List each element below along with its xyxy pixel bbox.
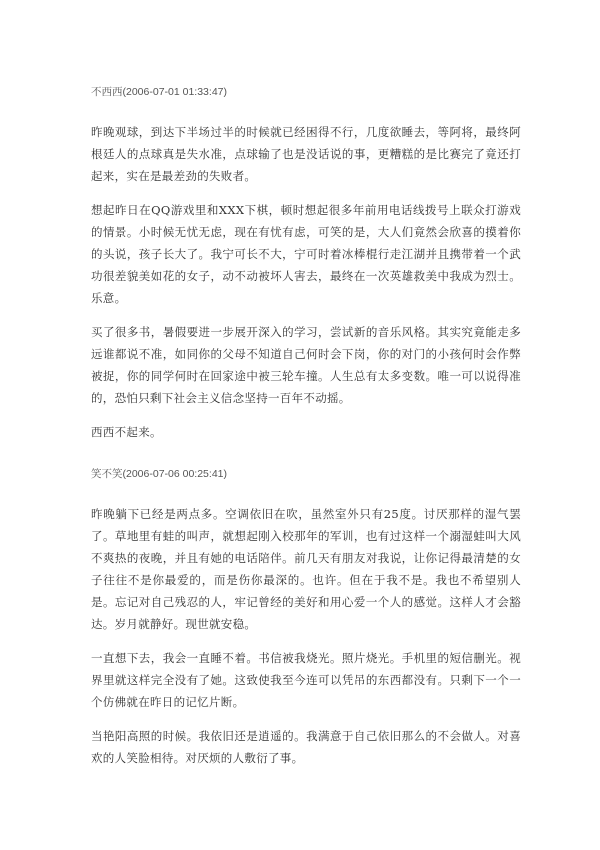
entry-body <box>91 121 521 443</box>
entry-body <box>91 503 521 769</box>
entry-paragraph: 一直想下去，我会一直睡不着。书信被我烧光。照片烧光。手机里的短信删光。视界里就这样完全没有了她。这致使我至今连可以凭吊的东西都没有。只剩下一个一个仿佛就在昨日的记忆片断。 <box>91 651 521 709</box>
entry-author: 不西西 <box>91 86 123 98</box>
entry-paragraph: 想起昨日在QQ游戏里和XXX下棋，顿时想起很多年前用电话线拨号上联众打游戏的情景。小时候无忧无虑，现在有忧有虑，可笑的是，大人们竟然会欣喜的摸着你的头说，孩子长大了。我宁可长不大，宁可时着冰棒棍行走江湖并且携带着一个武功很差貌美如花的女子，动不动被坏人害去，最终在一次英雄救美中我成为烈士。乐意。 <box>91 203 521 305</box>
entry-author: 笑不笑 <box>91 468 123 480</box>
entry-header <box>91 85 521 99</box>
entry-timestamp: (2006-07-01 01:33:47) <box>122 86 227 98</box>
blog-entry <box>91 85 521 455</box>
entry-paragraph: 买了很多书，暑假要进一步展开深入的学习，尝试新的音乐风格。其实究竟能走多远谁都说不准，如同你的父母不知道自己何时会下岗，你的对门的小孩何时会作弊被捉，你的同学何时在回家途中被三轮车撞。人生总有太多变数。唯一可以说得准的，恐怕只剩下社会主义信念坚持一百年不动摇。 <box>91 325 521 405</box>
entry-timestamp: (2006-07-06 00:25:41) <box>122 468 227 480</box>
entry-header <box>91 467 521 481</box>
blog-entry <box>91 467 521 781</box>
entry-paragraph: 西西不起来。 <box>91 425 162 439</box>
entry-paragraph: 当艳阳高照的时候。我依旧还是逍遥的。我满意于自己依旧那么的不会做人。对喜欢的人笑脸相待。对厌烦的人敷衍了事。 <box>91 729 521 765</box>
entry-paragraph: 昨晚躺下已经是两点多。空调依旧在吹，虽然室外只有25度。讨厌那样的湿气罢了。草地里有蛙的叫声，就想起刚入校那年的军训，也有过这样一个溺湿蛙叫大风不爽热的夜晚，并且有她的电话陪伴。前几天有朋友对我说，让你记得最清楚的女子往往不是你最爱的，而是伤你最深的。也许。但在于我不是。我也不希望别人是。忘记对自己残忍的人，牢记曾经的美好和用心爱一个人的感觉。这样人才会豁达。岁月就静好。现世就安稳。 <box>91 507 521 631</box>
entry-paragraph: 昨晚观球，到达下半场过半的时候就已经困得不行，几度欲睡去，等阿将，最终阿根廷人的点球真是失水准，点球输了也是没话说的事，更糟糕的是比赛完了竟还打起来，实在是最差劲的失败者。 <box>91 125 521 183</box>
